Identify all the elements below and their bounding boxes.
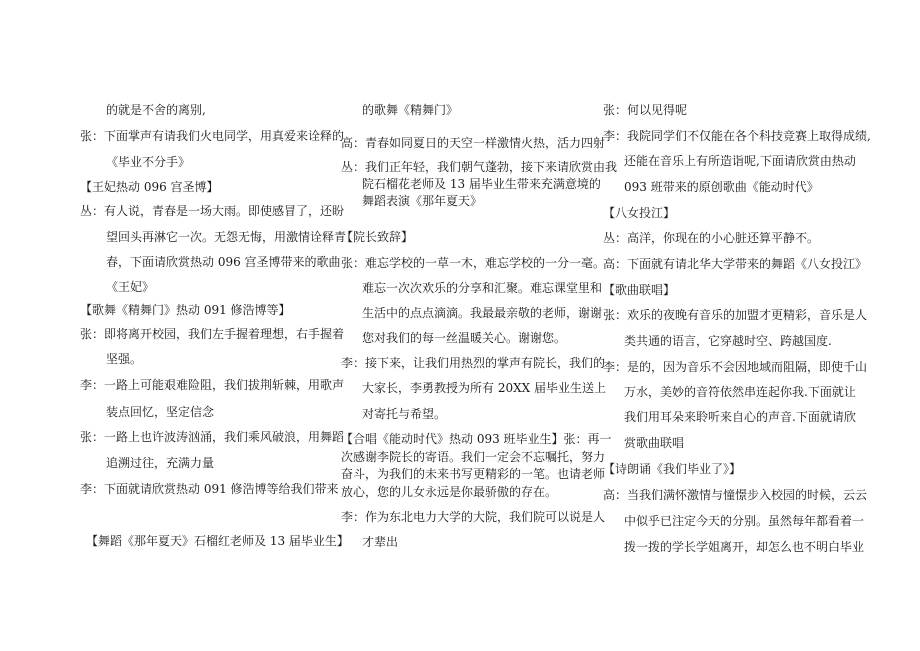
section-heading: 【歌曲联唱】: [603, 283, 676, 297]
text-line: 的就是不舍的离别,: [106, 103, 206, 117]
text-line: 李：作为东北电力大学的大院，我们院可以说是人: [341, 510, 606, 524]
text-line: 高：青春如同夏日的天空一样激情火热，活力四射: [341, 136, 606, 150]
text-line: 李：接下来，让我们用热烈的掌声有院长，我们的: [341, 356, 606, 370]
text-line: 李：是的，因为音乐不会因地域而阻隔，即使千山: [603, 360, 868, 374]
text-line: 张：下面掌声有请我们火电同学，用真爱来诠释的: [80, 129, 345, 143]
section-heading: 【诗朗诵《我们毕业了》】: [603, 462, 742, 476]
section-heading: 【院长致辞】: [341, 230, 414, 244]
text-line: 放心，您的儿女永远是你最骄傲的存在。: [341, 485, 558, 499]
text-line: 难忘一次次欢乐的分享和汇聚。难忘课堂里和: [362, 281, 603, 295]
text-line: 高：当我们满怀激情与憧憬步入校园的时候，云云: [603, 488, 868, 502]
text-line: 坚强。: [106, 352, 143, 366]
text-line: 万水，美妙的音符依然串连起你我.下面就让: [624, 385, 856, 399]
text-line: 舞蹈表演《那年夏天》: [362, 194, 483, 208]
section-heading: 【舞蹈《那年夏天》石榴红老师及 13 届毕业生】: [86, 534, 349, 548]
text-line: 的歌舞《精舞门》: [362, 103, 459, 117]
text-line: 装点回忆，坚定信念: [106, 405, 215, 419]
section-heading: 【八女投江】: [603, 206, 676, 220]
text-line: 《王妃》: [106, 280, 155, 294]
text-line: 您对我们的每一丝温暖关心。谢谢您。: [362, 331, 567, 345]
text-line: 张：一路上也许波涛汹涌，我们乘风破浪，用舞蹈: [80, 430, 345, 444]
section-heading: 【歌舞《精舞门》热动 091 修浩博等】: [80, 303, 291, 317]
text-line: 李：下面就请欣赏热动 091 修浩博等给我们带来: [80, 482, 339, 496]
text-line: 张：难忘学校的一草一木，难忘学校的一分一毫。: [341, 256, 606, 270]
section-heading: 【王妃热动 096 宫圣博】: [80, 180, 219, 194]
text-line: 丛：有人说，青春是一场大雨。即使感冒了，还盼: [80, 204, 345, 218]
text-line: 丛：高洋，你现在的小心脏还算平静不。: [603, 231, 820, 245]
text-line: 生活中的点点滴滴。我最最亲敬的老师，谢谢: [362, 306, 603, 320]
text-line: 093 班带来的原创歌曲《能动时代》: [624, 180, 819, 194]
text-line: 大家长，李勇教授为所有 20XX 届毕业生送上: [362, 381, 606, 395]
text-line: 我们用耳朵来聆听来自心的声音.下面就请欣: [624, 410, 856, 424]
text-line: 拨一拨的学长学姐离开，却怎么也不明白毕业: [624, 540, 865, 554]
text-line: 赏歌曲联唱: [624, 436, 685, 450]
text-line: 张：何以见得呢: [603, 103, 688, 117]
text-line: 丛：我们正年轻，我们朝气蓬勃，接下来请欣赏由我: [341, 160, 618, 174]
text-line: 中似乎已注定今天的分别。虽然每年都看着一: [624, 514, 865, 528]
text-line: 次感谢李院长的寄语。我们一定会不忘嘱托，努力: [341, 450, 606, 464]
text-line: 望回头再淋它一次。无怨无悔，用激情诠释青: [106, 230, 347, 244]
text-line: 高：下面就有请北华大学带来的舞蹈《八女投江》: [603, 257, 868, 271]
text-line: 春，下面请欣赏热动 096 宫圣博带来的歌曲: [106, 255, 341, 269]
text-line: 院石榴花老师及 13 届毕业生带来充满意境的: [362, 177, 601, 191]
text-line: 《毕业不分手》: [106, 155, 191, 169]
text-line: 奋斗，为我们的未来书写更精彩的一笔。也请老师: [341, 467, 606, 481]
text-line: 李：我院同学们不仅能在各个科技竞赛上取得成绩,: [603, 129, 871, 143]
text-line: 类共通的语言，它穿越时空、跨越国度.: [624, 334, 832, 348]
text-line: 还能在音乐上有所造诣呢,下面请欣赏由热动: [624, 154, 856, 168]
text-line: 才辈出: [362, 535, 399, 549]
text-line: 追溯过往，充满力量: [106, 456, 215, 470]
text-line: 张：即将离开校园，我们左手握着理想，右手握着: [80, 327, 345, 341]
text-line: 对寄托与希望。: [362, 407, 447, 421]
section-heading: 【合唱《能动时代》热动 093 班毕业生】张：再一: [341, 432, 612, 446]
text-line: 张：欢乐的夜晚有音乐的加盟才更精彩，音乐是人: [603, 308, 868, 322]
text-line: 李：一路上可能艰难险阻，我们拔荆斩棘，用歌声: [80, 378, 345, 392]
